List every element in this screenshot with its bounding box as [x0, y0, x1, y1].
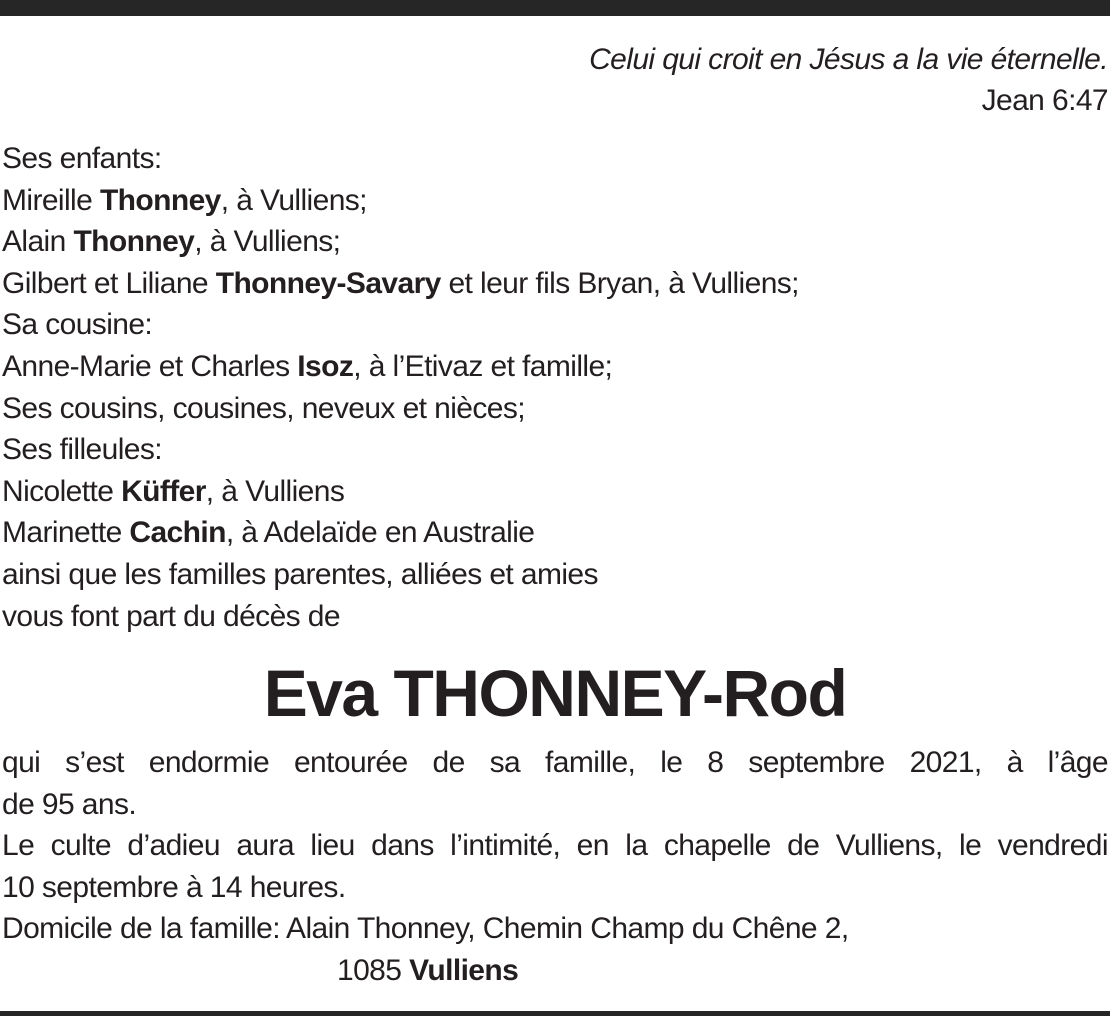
family-member-line — [2, 512, 1108, 554]
family-member-line — [2, 471, 1108, 513]
word: d’adieu — [127, 829, 220, 863]
family-list — [2, 138, 1108, 637]
surname: Küffer — [121, 474, 206, 508]
word: 2021, — [909, 746, 982, 779]
location: et leur fils Bryan, à Vulliens; — [440, 266, 799, 300]
word: à — [1006, 746, 1023, 779]
families-line: ainsi que les familles parentes, alliées et amies — [2, 557, 598, 591]
ceremony-time-line: 10 septembre à 14 heures. — [2, 870, 346, 904]
word: de — [787, 829, 820, 863]
verse-quote: Celui qui croit en Jésus a la vie éternelle. — [589, 43, 1108, 76]
word: 8 — [707, 746, 724, 779]
first-name: Alain — [2, 225, 74, 259]
word: en — [576, 829, 609, 863]
word: qui — [2, 746, 41, 779]
word: le — [660, 746, 683, 779]
surname: Thonney — [99, 183, 221, 217]
surname: Thonney — [73, 225, 195, 259]
children-heading: Ses enfants: — [2, 142, 162, 175]
family-member-line — [2, 346, 1108, 388]
deceased-name: Eva THONNEY-Rod — [263, 656, 847, 730]
bible-verse — [589, 43, 1108, 118]
word: endormie — [148, 746, 270, 779]
location: , à Adelaïde en Australie — [225, 516, 535, 550]
town: Vulliens — [409, 953, 519, 987]
location: , à Vulliens; — [194, 225, 341, 259]
word: entourée — [293, 746, 408, 779]
first-name: Marinette — [2, 516, 130, 550]
word: septembre — [748, 746, 885, 779]
word: la — [625, 829, 648, 863]
word: culte — [50, 829, 111, 863]
first-name: Nicolette — [2, 474, 122, 508]
word: chapelle — [663, 829, 771, 863]
word: Vulliens, — [835, 829, 943, 863]
goddaughters-heading: Ses filleules: — [2, 433, 163, 467]
word: famille, — [545, 746, 636, 779]
bottom-rule — [0, 1011, 1110, 1016]
location: , à Vulliens; — [220, 183, 367, 217]
surname: Isoz — [297, 349, 354, 383]
word: sa — [489, 746, 521, 779]
postcode: 1085 — [337, 953, 410, 987]
word: aura — [236, 829, 294, 863]
word: l’intimité, — [450, 829, 561, 863]
word: le — [959, 829, 982, 863]
verse-reference: Jean 6:47 — [981, 84, 1108, 117]
death-line — [2, 742, 1108, 784]
family-member-line — [2, 263, 1108, 305]
ceremony-line — [2, 825, 1108, 867]
word: vendredi — [997, 829, 1108, 863]
top-rule — [0, 0, 1110, 16]
location: , à Vulliens — [205, 474, 345, 508]
surname: Cachin — [129, 516, 226, 550]
family-member-line — [2, 180, 1108, 222]
word: lieu — [310, 829, 355, 863]
cousins-line: Ses cousins, cousines, neveux et nièces; — [2, 391, 525, 425]
surname: Thonney-Savary — [215, 266, 441, 300]
first-name: Mireille — [2, 183, 100, 217]
cousin-heading: Sa cousine: — [2, 308, 153, 342]
funeral-details — [2, 742, 1108, 992]
first-name: Gilbert et Liliane — [2, 266, 216, 300]
word: Le — [2, 829, 35, 863]
word: l’âge — [1047, 746, 1108, 779]
word: s’est — [65, 746, 124, 779]
age-line: de 95 ans. — [2, 787, 137, 821]
address-line: Domicile de la famille: Alain Thonney, Chemin Champ du Chêne 2, — [2, 912, 849, 946]
address-town-line — [2, 950, 1108, 992]
word: dans — [371, 829, 434, 863]
announce-line: vous font part du décès de — [2, 599, 340, 633]
location: , à l’Etivaz et famille; — [353, 349, 613, 383]
family-member-line — [2, 221, 1108, 263]
first-name: Anne-Marie et Charles — [2, 349, 298, 383]
word: de — [432, 746, 465, 779]
